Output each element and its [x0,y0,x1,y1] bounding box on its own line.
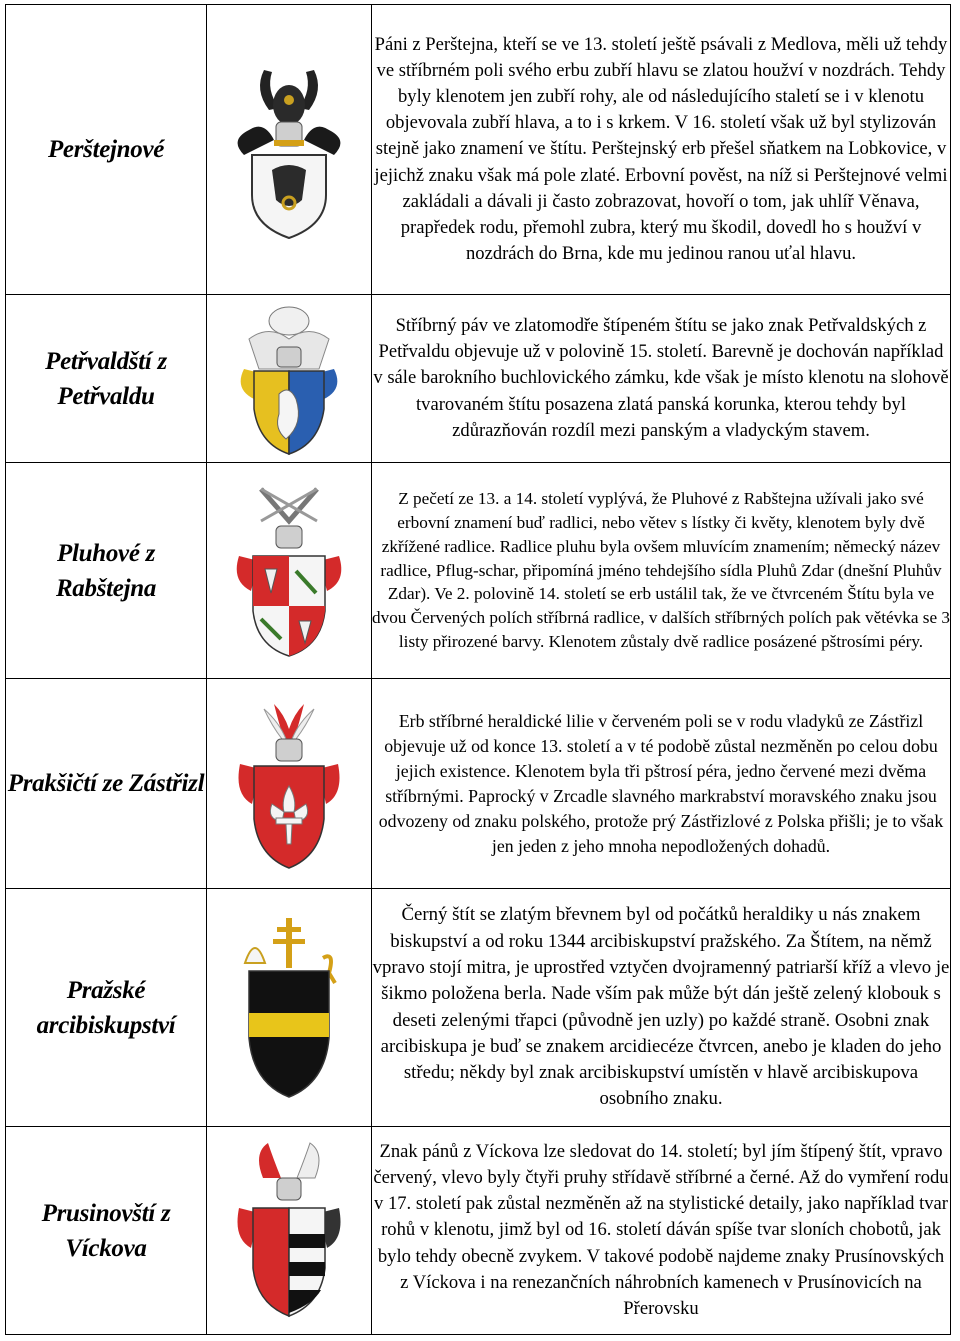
crest-cell [207,295,372,463]
description-text: Znak pánů z Víckova lze sledovat do 14. století; byl jím štípený štít, vpravo červený, vlevo byly čtyři pruhy střídavě stříbrné a černé. Až do vymření rodu v 17. století pak zůstal nezměněn až na stylistické detaily, jako například tvar rohů v klenotu, jimž byl od 16. století dáván spíše tvar sloních chobotů, jak bylo tehdy obecně zvykem. V takové podobě najdeme znaky Prusínovských z Víckova i na renezančních náhrobních kamenech v Prusínovicích na Přerovsku [373,1140,949,1319]
bison-head-coat-of-arms-icon [224,60,354,240]
plough-coat-of-arms-icon [231,481,347,661]
family-name-cell [6,1127,207,1335]
heraldry-table [5,4,951,1335]
family-name: Petřvaldští z Petřvaldu [45,347,167,410]
family-name: Perštejnové [47,136,165,163]
description-cell [372,679,951,889]
family-name-cell [6,889,207,1127]
peacock-coat-of-arms-icon [234,299,344,459]
family-name: Pluhové z Rabštejna [55,539,157,602]
description-text: Černý štít se zlatým břevnem byl od počátků heraldiky u nás znakem biskupství a od roku 1344 arcibiskupství pražského. Za Štítem, na němž vpravo stojí mitra, je uprostřed vztyčen dvojramenný patriarší kříž a vlevo je šikmo položena berla. Nade vším pak může být dán ještě zelený klobouk s deseti zelenými třapci (původně jen uzly) po každé straně. Osobni znak arcibiskupa je buď se znakem arcidiecéze čtvrcen, anebo je kladen do jeho středu; někdy byl znak arcibiskupství umístěn v hlavě arcibiskupova osobního znaku. [372,904,950,1110]
crest-cell [207,463,372,679]
crest-cell [207,679,372,889]
family-name-cell [6,5,207,295]
archbishopric-coat-of-arms-icon [231,913,347,1103]
description-text: Erb stříbrné heraldické lilie v červeném poli se v rodu vladyků ze Zástřizl objevuje už od konce 13. století a v té podobě zůstal nezměněn po celou dobu jejich existence. Klenotem byla tři pštrosí péra, jedno červené mezi dvěma stříbrnými. Paprocký v Zrcadle slavného markrabství moravského znaku jsou odvozeny od znaku polského, protože prý Zástřizlové z Polska přišli; je to však jen jeden z jeho mnoha nepodložených dohadů. [378,710,944,856]
table-row [6,889,951,1127]
family-name: Pražské arcibiskupství [36,976,176,1039]
crest-cell [207,1127,372,1335]
table-row [6,463,951,679]
description-cell [372,1127,951,1335]
description-text: Z pečetí ze 13. a 14. století vyplývá, že Pluhové z Rabštejna užívali jako své erbovní znamení buď radlici, nebo větev s lístky či květy, klenotem byly dvě zkřížené radlice. Radlice pluhu byla ovšem mluvícím znamením; německý název radlice, Pflug-schar, připomíná jméno tehdejšího sídla Pluhů Zdar (dnešní Pluhův Zdar). Ve 2. polovině 14. století se erb ustálil tak, že ve čtvrceném Štítu byla ve dvou Červených polích stříbrná radlice, v dalších stříbrných polích pak větévka se 3 listy přirozené barvy. Klenotem zůstaly dvě radlice posázené pštrosími péry. [372,488,950,652]
family-name: Prusinovští z Víckova [41,1199,171,1262]
description-cell [372,463,951,679]
table-row [6,5,951,295]
table-row [6,1127,951,1335]
description-text: Páni z Perštejna, kteří se ve 13. století ještě psávali z Medlova, měli už tehdy ve stříbrném poli svého erbu zubří hlavu se zlatou houžví v nozdrách. Tehdy byly klenotem jen zubří rohy, ale od následujícího staletí se i v klenotu objevovala zubří hlava, a to i s krkem. V 16. století však už byl stylizován stejně jako znamení ve štítu. Perštejnský erb přešel sňatkem na Lobkovice, v jejichž znaku však má pole zlaté. Erbovní pověst, na níž si Perštejnové velmi zakládali a dávali ji často zobrazovat, hovoří o tom, jak uhlíř Věnava, prapředek rodu, přemohl zubra, který mu škodil, dovedl ho s houžví v nozdrách do Brna, kde mu jedinou ranou uťal hlavu. [374,33,948,265]
family-name-cell [6,679,207,889]
crest-cell [207,889,372,1127]
table-row [6,679,951,889]
family-name-cell [6,295,207,463]
description-cell [372,295,951,463]
description-cell [372,5,951,295]
lily-coat-of-arms-icon [234,694,344,874]
table-row [6,295,951,463]
split-shield-coat-of-arms-icon [233,1138,345,1324]
description-cell [372,889,951,1127]
family-name-cell [6,463,207,679]
crest-cell [207,5,372,295]
description-text: Stříbrný páv ve zlatomodře štípeném štítu se jako znak Petřvaldských z Petřvaldu objevuje už v polovině 15. století. Barevně je dochován například v sále barokního buchlovického zámku, kde však je místo klenotu na slohově tvarovaném štítu posazena zlatá panská korunka, kterou tehdy byl zdůrazňován rozdíl mezi panským a vladyckým stavem. [373,314,949,441]
family-name: Prakšičtí ze Zástřizl [7,770,205,797]
